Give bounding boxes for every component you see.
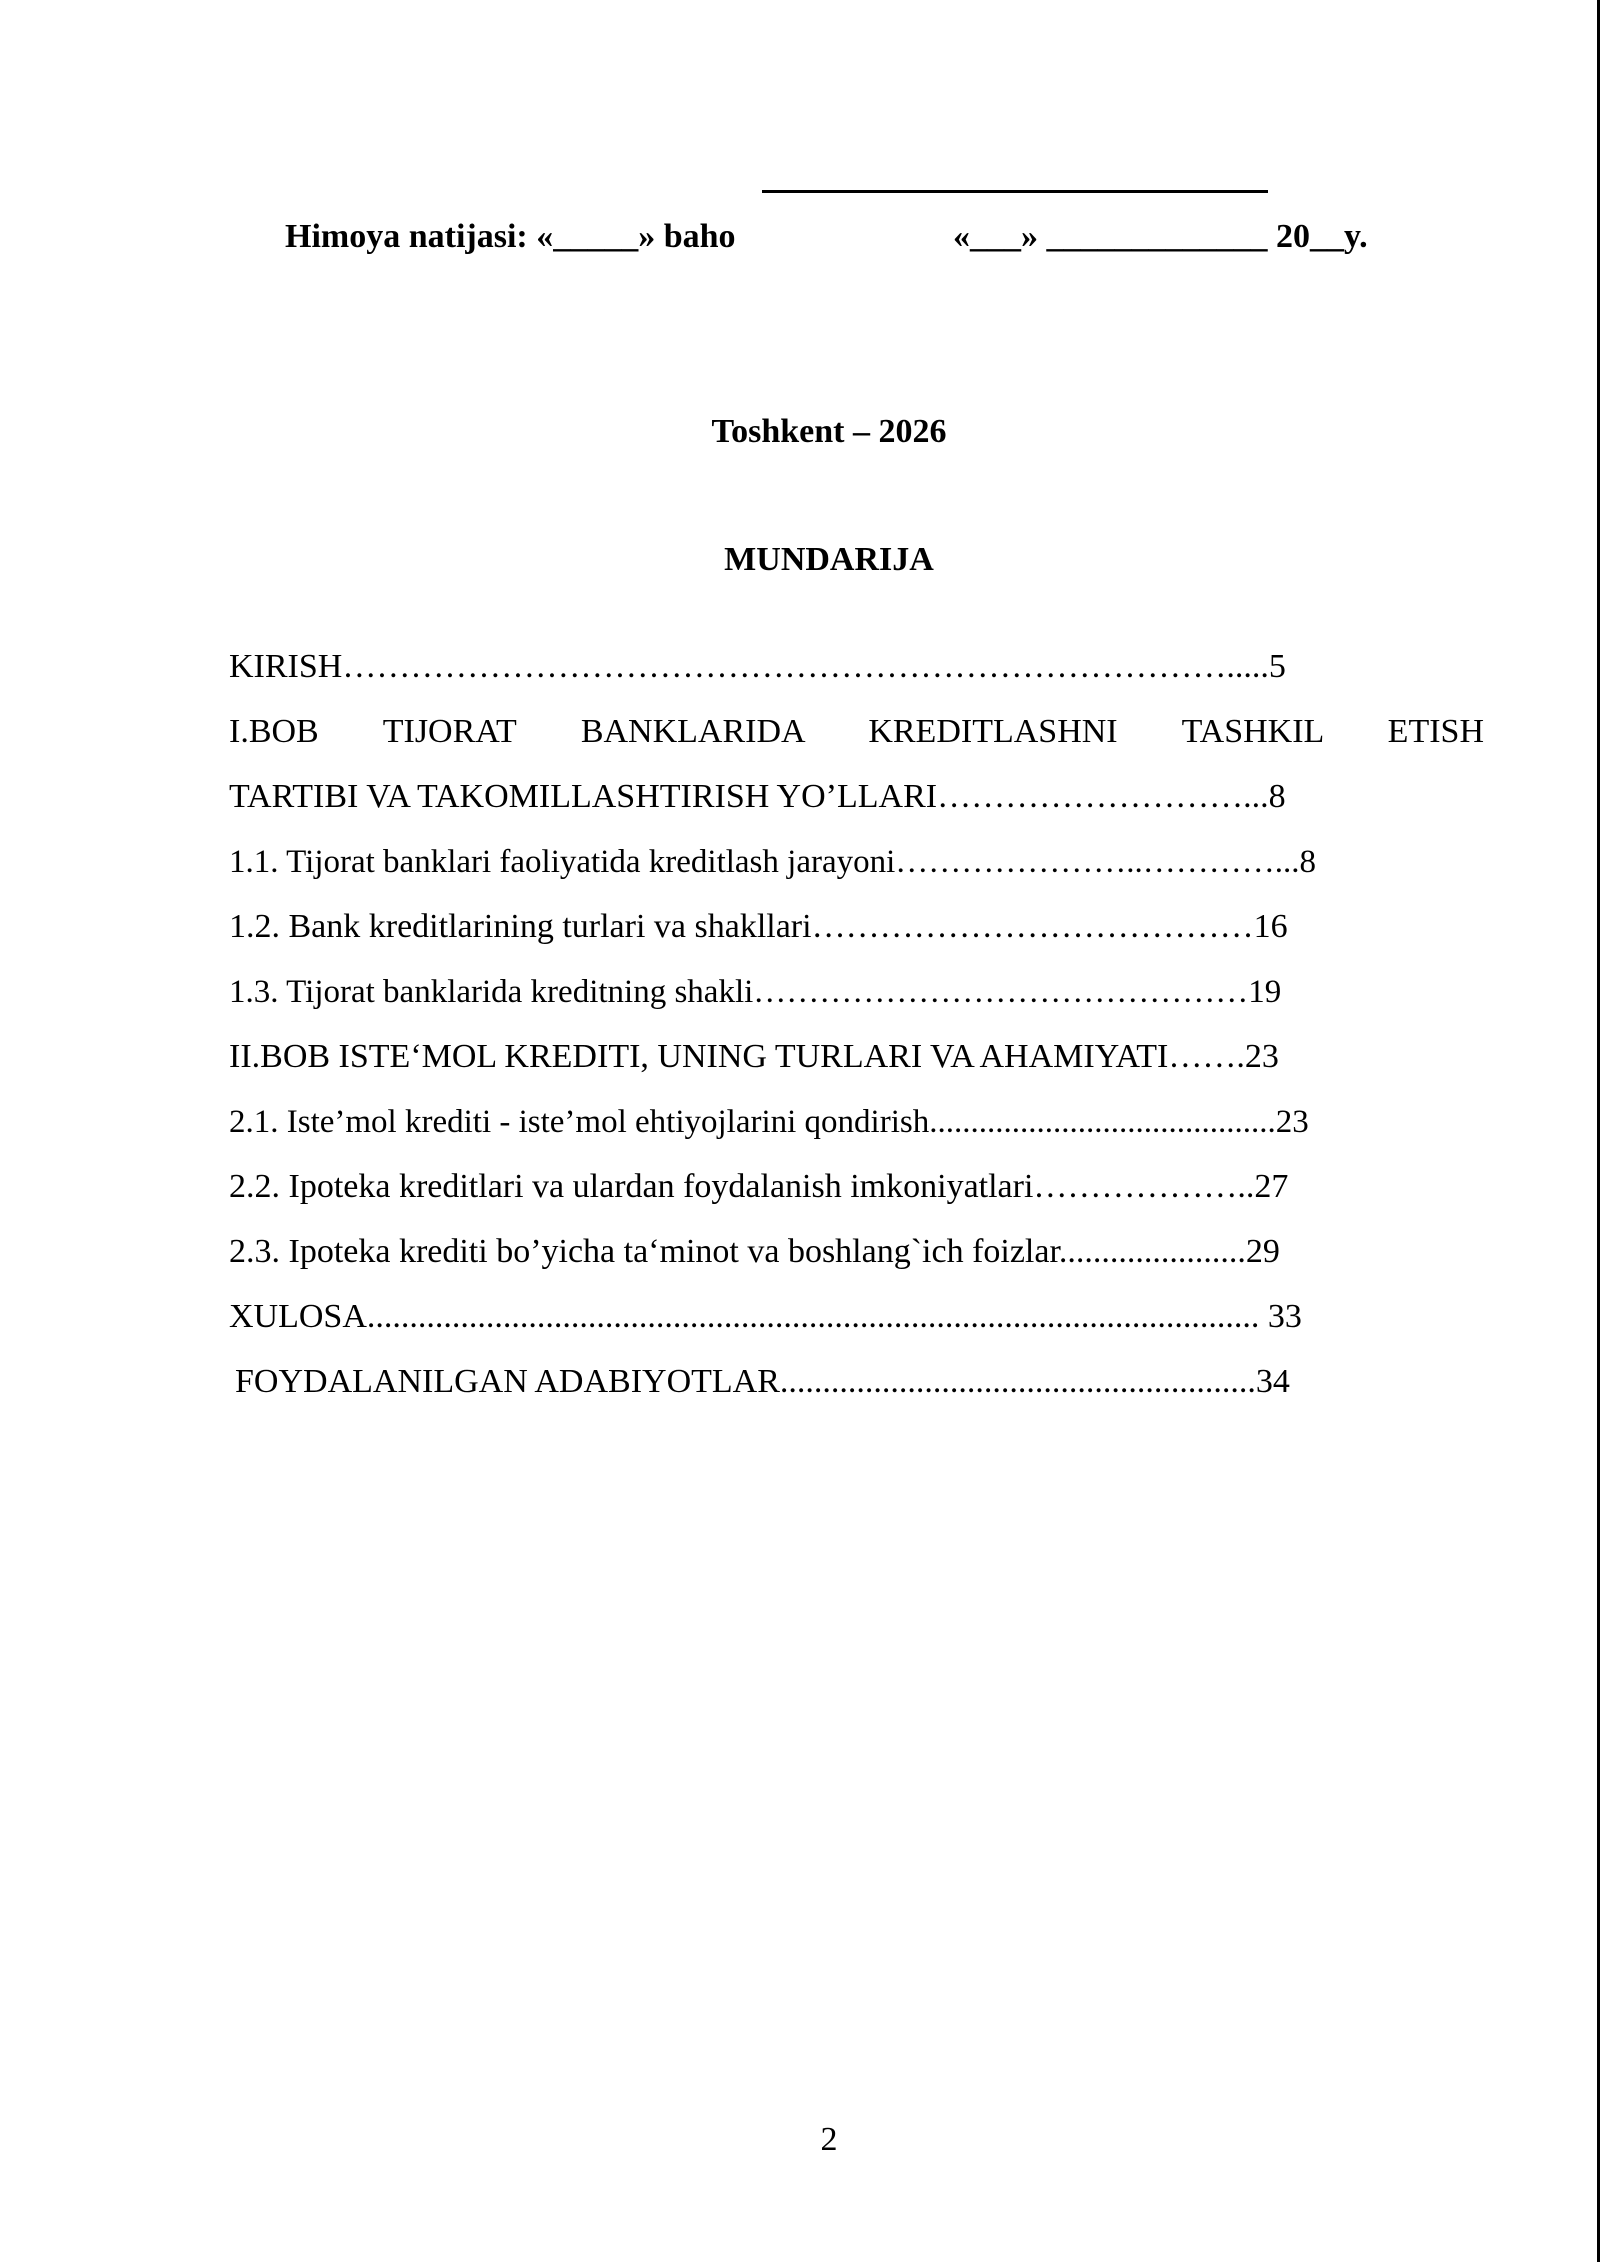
defense-result-row	[0, 218, 1600, 264]
toc-entry-chapter-1-continued: TARTIBI VA TAKOMILLASHTIRISH YO’LLARI………………………...8	[229, 778, 1286, 815]
toc-entry-chapter-2: II.BOB ISTE‘MOL KREDITI, UNING TURLARI VA AHAMIYATI…….23	[229, 1038, 1279, 1075]
toc-entry-section-1-3: 1.3. Tijorat banklarida kreditning shakli………………………………………19	[229, 974, 1282, 1010]
page-number: 2	[820, 2121, 838, 2158]
defense-result-text: Himoya natijasi: «_____» baho	[285, 218, 736, 255]
table-of-contents	[229, 644, 1484, 1424]
toc-entry-section-1-2: 1.2. Bank kreditlarining turlari va shakllari…………………………………16	[229, 908, 1288, 945]
signature-line	[762, 190, 1268, 193]
toc-entry-section-1-1: 1.1. Tijorat banklari faoliyatida kreditlash jarayoni…………………..…………...8	[229, 844, 1317, 880]
defense-date-text: «___» _____________ 20__y.	[953, 218, 1368, 255]
toc-entry-chapter-1: I.BOB TIJORAT BANKLARIDA KREDITLASHNI TASHKIL ETISH	[229, 713, 1484, 750]
toc-entry-section-2-3: 2.3. Ipoteka krediti bo’yicha ta‘minot va boshlang`ich foizlar......................29	[229, 1233, 1280, 1270]
toc-entry-conclusion: XULOSA......................................................................................................... 33	[229, 1298, 1302, 1335]
toc-entry-references: FOYDALANILGAN ADABIYOTLAR........................................................34	[235, 1363, 1290, 1400]
toc-entry-section-2-1: 2.1. Iste’mol krediti - iste’mol ehtiyojlarini qondirish..........................................23	[229, 1104, 1309, 1140]
toc-entry-introduction: KIRISH…………………………………………………………………….....5	[229, 648, 1286, 685]
city-year: Toshkent – 2026	[711, 413, 947, 450]
toc-entry-section-2-2: 2.2. Ipoteka kreditlari va ulardan foydalanish imkoniyatlari………………..27	[229, 1168, 1289, 1205]
toc-title: MUNDARIJA	[724, 541, 934, 578]
